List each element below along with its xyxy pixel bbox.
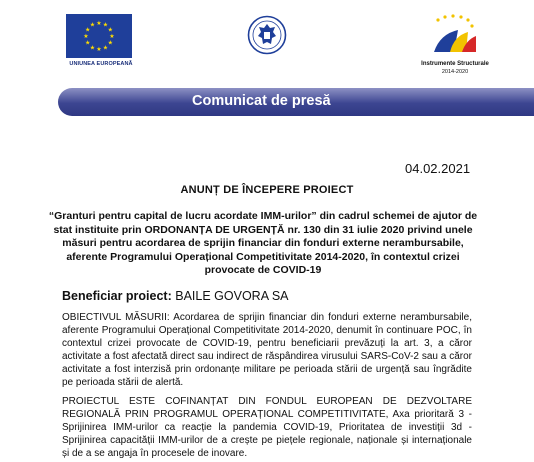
- document-heading: ANUNȚ DE ÎNCEPERE PROIECT: [180, 184, 354, 196]
- eu-star-icon: ★: [89, 22, 96, 29]
- beneficiary-label: Beneficiar proiect:: [62, 289, 172, 303]
- structural-instruments-icon: [428, 12, 478, 58]
- eu-star-icon: ★: [96, 47, 102, 53]
- objective-text: Acordarea de sprijin financiar din fonduri externe nerambursabile, aferente Programului Operațional Competitivitate 2014-2020, denumit în continuare POC, în contextul crizei provocate de COVID-19, pentru beneficiarii prevăzuți la art. 3, a căror activitate a fost afectată direct sau indirect de răspândirea virusului SARS-CoV-2 sau a căror activitate a fost interzisă prin ordonanțe militare pe perioada stării de urgență sau îngrădite pe perioada stării de alertă.: [62, 312, 472, 388]
- objective-label: OBIECTIVUL MĂSURII:: [62, 312, 170, 323]
- eu-star-icon: ★: [102, 45, 109, 52]
- eu-star-icon: ★: [96, 21, 102, 27]
- logo-header: [0, 0, 534, 86]
- eu-star-icon: ★: [107, 27, 113, 34]
- eu-star-icon: ★: [89, 45, 96, 52]
- beneficiary-line: [62, 289, 289, 303]
- eu-star-icon: ★: [109, 34, 115, 40]
- eu-caption: UNIUNEA EUROPEANĂ: [69, 61, 133, 67]
- banner-title: Comunicat de presă: [192, 93, 331, 109]
- document-date: 04.02.2021: [405, 161, 471, 176]
- eu-star-icon: ★: [85, 27, 91, 34]
- cofinance-paragraph: PROIECTUL ESTE COFINANȚAT DIN FONDUL EUROPEAN DE DEZVOLTARE REGIONALĂ PRIN PROGRAMUL OPERAȚIONAL COMPETITIVITATE, Axa prioritară 3 - Sprijinirea IMM-urilor ca reacție la pandemia COVID-19, Prioritatea de investiții 3d - Sprijinirea capacității IMM-urilor de a crește pe piețele regionale, naționale și internaționale și de a se angaja în procesele de inovare.: [62, 396, 472, 459]
- project-lead-paragraph: “Granturi pentru capital de lucru acordate IMM-urilor” din cadrul schemei de ajutor de stat instituite prin ORDONANȚA DE URGENȚĂ nr. 130 din 31 iulie 2020 privind unele măsuri pentru acordarea de sprijin financiar din fonduri externe nerambursabile, aferente Programului Operațional Competitivitate 2014-2020, în contextul crizei provocate de COVID-19: [48, 210, 478, 277]
- press-release-banner: [58, 88, 534, 116]
- eu-star-icon: ★: [85, 40, 91, 47]
- objective-paragraph: [62, 312, 472, 389]
- eu-star-icon: ★: [83, 34, 89, 40]
- eu-star-icon: ★: [102, 22, 109, 29]
- structural-instruments-caption: Instrumente Structurale: [421, 61, 489, 67]
- government-emblem-icon: [247, 15, 287, 55]
- eu-flag-icon: [66, 14, 132, 58]
- eu-star-icon: ★: [107, 40, 113, 47]
- structural-instruments-years: 2014-2020: [441, 69, 469, 75]
- beneficiary-value: BAILE GOVORA SA: [175, 289, 289, 303]
